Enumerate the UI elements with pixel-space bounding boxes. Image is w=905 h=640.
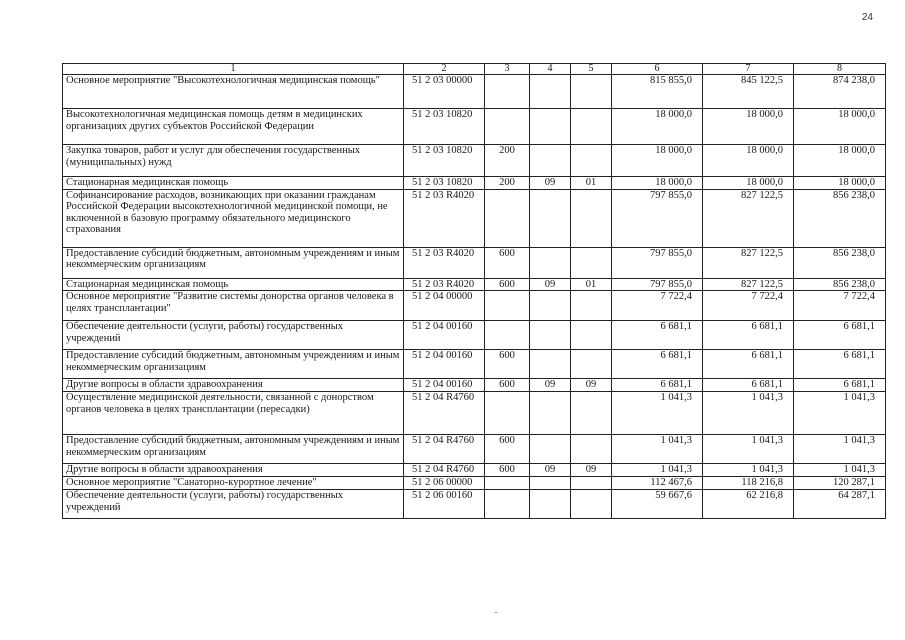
table-row [63, 379, 886, 392]
row-col5-cell [571, 291, 612, 321]
row-value-cell: 6 681,1 [794, 379, 886, 392]
row-col3-cell: 600 [485, 379, 530, 392]
column-header: 2 [404, 64, 485, 75]
row-col3-cell: 600 [485, 350, 530, 379]
row-value-cell: 1 041,3 [703, 392, 794, 435]
row-value-cell: 59 667,6 [612, 490, 703, 519]
row-col3-cell [485, 75, 530, 109]
row-value-cell: 1 041,3 [612, 392, 703, 435]
table-row [63, 435, 886, 464]
row-code-cell: 51 2 04 R4760 [404, 435, 485, 464]
row-code-cell: 51 2 04 00160 [404, 379, 485, 392]
row-col4-cell [530, 291, 571, 321]
row-name-cell: Основное мероприятие "Высокотехнологичная медицинская помощь" [63, 75, 404, 109]
row-code-cell: 51 2 06 00160 [404, 490, 485, 519]
row-value-cell: 1 041,3 [612, 435, 703, 464]
row-value-cell: 6 681,1 [794, 321, 886, 350]
column-header: 6 [612, 64, 703, 75]
row-value-cell: 1 041,3 [794, 464, 886, 477]
column-header: 4 [530, 64, 571, 75]
row-col4-cell [530, 435, 571, 464]
row-code-cell: 51 2 03 R4020 [404, 278, 485, 291]
row-name-cell: Основное мероприятие "Развитие системы донорства органов человека в целях трансплантации" [63, 291, 404, 321]
row-col3-cell [485, 321, 530, 350]
row-name-cell: Другие вопросы в области здравоохранения [63, 379, 404, 392]
row-col5-cell [571, 477, 612, 490]
row-value-cell: 1 041,3 [703, 435, 794, 464]
row-name-cell: Обеспечение деятельности (услуги, работы) государственных учреждений [63, 490, 404, 519]
row-col4-cell [530, 321, 571, 350]
row-col3-cell [485, 477, 530, 490]
row-value-cell: 797 855,0 [612, 278, 703, 291]
row-col5-cell [571, 350, 612, 379]
column-header: 1 [63, 64, 404, 75]
row-code-cell: 51 2 04 R4760 [404, 392, 485, 435]
row-col4-cell [530, 189, 571, 247]
row-col5-cell [571, 321, 612, 350]
row-value-cell: 118 216,8 [703, 477, 794, 490]
row-value-cell: 18 000,0 [612, 109, 703, 145]
row-col3-cell: 600 [485, 464, 530, 477]
row-value-cell: 1 041,3 [794, 435, 886, 464]
row-col3-cell [485, 490, 530, 519]
row-code-cell: 51 2 06 00000 [404, 477, 485, 490]
row-col5-cell [571, 145, 612, 177]
table-row [63, 392, 886, 435]
row-col4-cell [530, 247, 571, 278]
row-value-cell: 18 000,0 [703, 177, 794, 190]
row-value-cell: 18 000,0 [703, 109, 794, 145]
row-col4-cell [530, 145, 571, 177]
row-value-cell: 6 681,1 [703, 379, 794, 392]
row-value-cell: 1 041,3 [703, 464, 794, 477]
row-col4-cell [530, 75, 571, 109]
table-row [63, 291, 886, 321]
row-value-cell: 6 681,1 [703, 321, 794, 350]
row-col3-cell: 200 [485, 145, 530, 177]
column-header: 3 [485, 64, 530, 75]
row-code-cell: 51 2 03 10820 [404, 177, 485, 190]
row-col3-cell [485, 291, 530, 321]
table-row [63, 177, 886, 190]
row-value-cell: 64 287,1 [794, 490, 886, 519]
row-value-cell: 7 722,4 [703, 291, 794, 321]
table-row [63, 490, 886, 519]
row-value-cell: 856 238,0 [794, 189, 886, 247]
row-name-cell: Другие вопросы в области здравоохранения [63, 464, 404, 477]
row-value-cell: 6 681,1 [612, 350, 703, 379]
scan-dot [495, 612, 497, 613]
row-code-cell: 51 2 03 00000 [404, 75, 485, 109]
row-col5-cell [571, 490, 612, 519]
row-name-cell: Предоставление субсидий бюджетным, автономным учреждениям и иным некоммерческим организациям [63, 247, 404, 278]
row-value-cell: 827 122,5 [703, 247, 794, 278]
row-name-cell: Софинансирование расходов, возникающих при оказании гражданам Российской Федерации высокотехнологичной медицинской помощи, не включенной в базовую программу обязательного медицинского страхования [63, 189, 404, 247]
table-row [63, 109, 886, 145]
row-col4-cell: 09 [530, 177, 571, 190]
table-row [63, 464, 886, 477]
row-value-cell: 120 287,1 [794, 477, 886, 490]
row-col5-cell [571, 189, 612, 247]
row-col3-cell: 600 [485, 278, 530, 291]
row-value-cell: 797 855,0 [612, 189, 703, 247]
row-col3-cell [485, 189, 530, 247]
table-row [63, 321, 886, 350]
row-col4-cell [530, 392, 571, 435]
row-value-cell: 856 238,0 [794, 278, 886, 291]
row-value-cell: 6 681,1 [794, 350, 886, 379]
budget-table [62, 63, 886, 519]
row-name-cell: Предоставление субсидий бюджетным, автономным учреждениям и иным некоммерческим организациям [63, 435, 404, 464]
row-value-cell: 18 000,0 [794, 109, 886, 145]
row-value-cell: 1 041,3 [794, 392, 886, 435]
row-col5-cell: 09 [571, 464, 612, 477]
table-row [63, 278, 886, 291]
row-name-cell: Высокотехнологичная медицинская помощь детям в медицинских организациях других субъектов Российской Федерации [63, 109, 404, 145]
table-row [63, 145, 886, 177]
table-row [63, 189, 886, 247]
row-code-cell: 51 2 04 00000 [404, 291, 485, 321]
table-header-row [63, 64, 886, 75]
row-value-cell: 18 000,0 [794, 177, 886, 190]
row-value-cell: 845 122,5 [703, 75, 794, 109]
row-code-cell: 51 2 03 10820 [404, 145, 485, 177]
row-col4-cell [530, 350, 571, 379]
row-col5-cell [571, 109, 612, 145]
row-col3-cell: 200 [485, 177, 530, 190]
row-col5-cell: 01 [571, 177, 612, 190]
row-col5-cell [571, 392, 612, 435]
row-value-cell: 856 238,0 [794, 247, 886, 278]
column-header: 8 [794, 64, 886, 75]
row-code-cell: 51 2 03 R4020 [404, 189, 485, 247]
row-col4-cell: 09 [530, 379, 571, 392]
row-value-cell: 112 467,6 [612, 477, 703, 490]
row-col3-cell [485, 392, 530, 435]
page-number: 24 [861, 12, 873, 23]
row-value-cell: 18 000,0 [612, 177, 703, 190]
row-value-cell: 874 238,0 [794, 75, 886, 109]
table-row [63, 247, 886, 278]
row-value-cell: 18 000,0 [794, 145, 886, 177]
row-value-cell: 62 216,8 [703, 490, 794, 519]
row-col3-cell: 600 [485, 247, 530, 278]
row-value-cell: 18 000,0 [703, 145, 794, 177]
column-header: 7 [703, 64, 794, 75]
row-value-cell: 7 722,4 [794, 291, 886, 321]
row-value-cell: 797 855,0 [612, 247, 703, 278]
row-code-cell: 51 2 04 00160 [404, 350, 485, 379]
row-col5-cell: 01 [571, 278, 612, 291]
row-col3-cell: 600 [485, 435, 530, 464]
row-name-cell: Осуществление медицинской деятельности, связанной с донорством органов человека в целях трансплантации (пересадки) [63, 392, 404, 435]
row-col4-cell: 09 [530, 464, 571, 477]
row-name-cell: Стационарная медицинская помощь [63, 177, 404, 190]
row-value-cell: 18 000,0 [612, 145, 703, 177]
row-code-cell: 51 2 04 R4760 [404, 464, 485, 477]
row-name-cell: Закупка товаров, работ и услуг для обеспечения государственных (муниципальных) нужд [63, 145, 404, 177]
row-col4-cell [530, 109, 571, 145]
row-value-cell: 6 681,1 [703, 350, 794, 379]
row-name-cell: Основное мероприятие "Санаторно-курортное лечение" [63, 477, 404, 490]
table-row [63, 75, 886, 109]
row-value-cell: 7 722,4 [612, 291, 703, 321]
table-row [63, 477, 886, 490]
row-value-cell: 6 681,1 [612, 321, 703, 350]
row-code-cell: 51 2 04 00160 [404, 321, 485, 350]
row-col5-cell: 09 [571, 379, 612, 392]
row-value-cell: 815 855,0 [612, 75, 703, 109]
table-row [63, 350, 886, 379]
row-col5-cell [571, 75, 612, 109]
row-col4-cell: 09 [530, 278, 571, 291]
row-value-cell: 827 122,5 [703, 189, 794, 247]
row-col5-cell [571, 247, 612, 278]
row-name-cell: Обеспечение деятельности (услуги, работы) государственных учреждений [63, 321, 404, 350]
row-code-cell: 51 2 03 R4020 [404, 247, 485, 278]
row-value-cell: 6 681,1 [612, 379, 703, 392]
row-name-cell: Предоставление субсидий бюджетным, автономным учреждениям и иным некоммерческим организациям [63, 350, 404, 379]
column-header: 5 [571, 64, 612, 75]
row-col3-cell [485, 109, 530, 145]
row-col4-cell [530, 477, 571, 490]
row-code-cell: 51 2 03 10820 [404, 109, 485, 145]
row-col5-cell [571, 435, 612, 464]
row-value-cell: 1 041,3 [612, 464, 703, 477]
row-col4-cell [530, 490, 571, 519]
row-value-cell: 827 122,5 [703, 278, 794, 291]
row-name-cell: Стационарная медицинская помощь [63, 278, 404, 291]
